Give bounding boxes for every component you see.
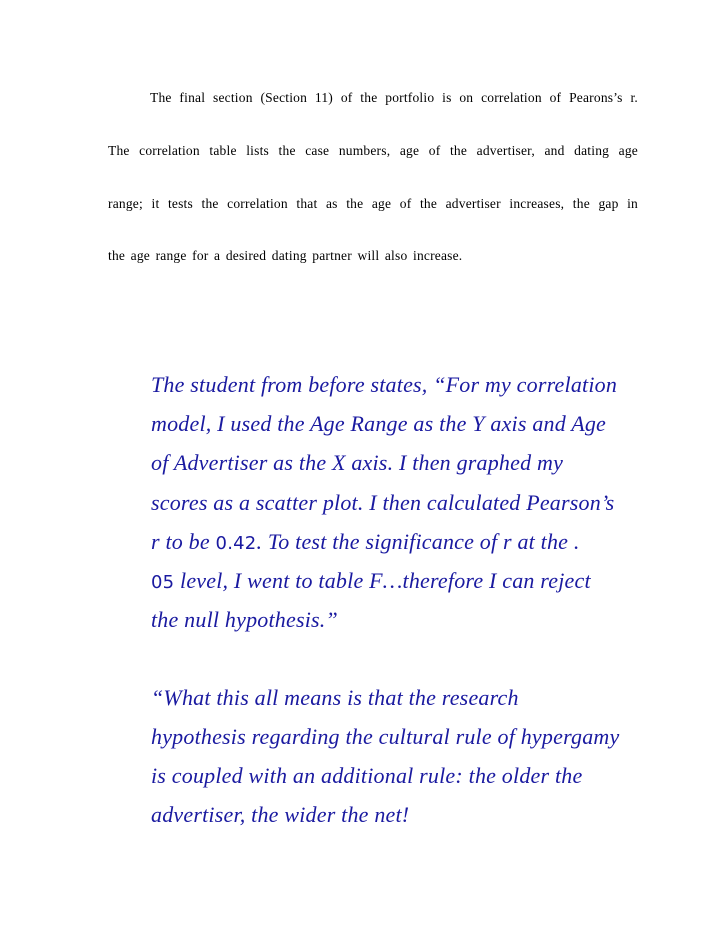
quote1-line-6 xyxy=(151,568,591,594)
intro-line-1: The final section (Section 11) of the portfolio is on correlation of Pearons’s r. xyxy=(150,90,638,105)
quote1-line-2: model, I used the Age Range as the Y axis and Age xyxy=(151,411,607,436)
quote1-line-5-pre: r to be xyxy=(151,529,216,554)
quote1-line-3: of Advertiser as the X axis. I then graphed my xyxy=(151,450,564,475)
quote1-line-6-post: level, I went to table F…therefore I can reject xyxy=(174,568,591,593)
intro-line-3: range; it tests the correlation that as the age of the advertiser increases, the gap in xyxy=(108,196,638,211)
quote1-line-1: The student from before states, “For my correlation xyxy=(151,372,618,397)
intro-line-4: the age range for a desired dating partner will also increase. xyxy=(108,248,463,263)
quote1-line-5-post: . To test the significance of r at the . xyxy=(256,529,580,554)
quote2-line-3: is coupled with an additional rule: the older the xyxy=(151,763,583,788)
quote2-line-1: “What this all means is that the research xyxy=(151,685,519,710)
intro-line-2: The correlation table lists the case numbers, age of the advertiser, and dating age xyxy=(108,143,638,158)
quote1-line-4: scores as a scatter plot. I then calculated Pearson’s xyxy=(151,490,615,515)
pearson-r-value: 0.42 xyxy=(215,533,257,554)
quote1-line-7: the null hypothesis.” xyxy=(151,607,338,632)
significance-level: 05 xyxy=(151,572,175,593)
quote2-line-2: hypothesis regarding the cultural rule of hypergamy xyxy=(151,724,620,749)
quote2-line-4: advertiser, the wider the net! xyxy=(151,802,410,827)
quote1-line-5 xyxy=(151,529,580,555)
